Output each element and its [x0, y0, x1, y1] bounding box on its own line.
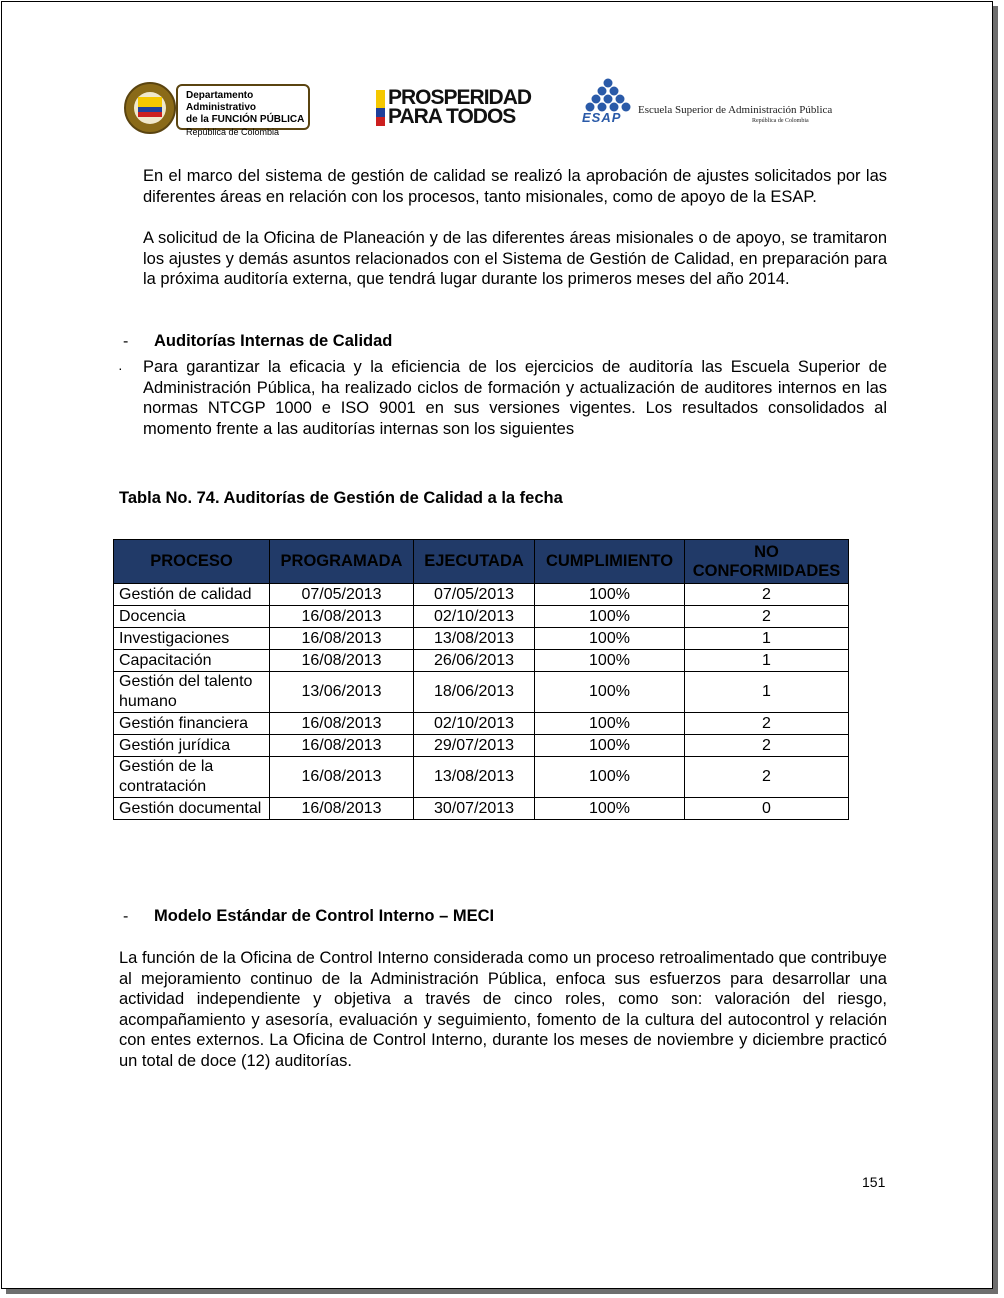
cell-ejecutada: 18/06/2013: [414, 672, 535, 713]
cell-programada: 07/05/2013: [270, 584, 414, 606]
prosperidad-line1: PROSPERIDAD: [388, 86, 532, 109]
cell-no-conformidades: 2: [685, 606, 849, 628]
cell-proceso: Investigaciones: [114, 628, 270, 650]
audit-table: [113, 539, 849, 820]
cell-cumplimiento: 100%: [535, 606, 685, 628]
cell-proceso: Gestión documental: [114, 798, 270, 820]
cell-no-conformidades: 2: [685, 735, 849, 757]
cell-no-conformidades: 0: [685, 798, 849, 820]
heading-1-dash: -: [123, 333, 129, 350]
cell-proceso: Capacitación: [114, 650, 270, 672]
cell-programada: 16/08/2013: [270, 757, 414, 798]
cell-no-conformidades: 1: [685, 628, 849, 650]
cell-no-conformidades: 2: [685, 757, 849, 798]
cell-proceso: Gestión del talento humano: [114, 672, 270, 713]
cell-cumplimiento: 100%: [535, 735, 685, 757]
cell-programada: 16/08/2013: [270, 713, 414, 735]
esap-subtitle: República de Colombia: [752, 118, 809, 124]
cell-proceso: Docencia: [114, 606, 270, 628]
cell-ejecutada: 13/08/2013: [414, 628, 535, 650]
cell-programada: 16/08/2013: [270, 735, 414, 757]
cell-cumplimiento: 100%: [535, 628, 685, 650]
dept-line2: de la FUNCIÓN PÚBLICA: [186, 114, 305, 125]
cell-ejecutada: 30/07/2013: [414, 798, 535, 820]
table-row: [114, 713, 849, 735]
paragraph-3: Para garantizar la eficacia y la eficiencia de los ejercicios de auditoría las Escuela Superior de Administración Pública, ha realizado ciclos de formación y actualización de auditores internos en las normas NTCGP 1000 e ISO 9001 en sus versiones vigentes. Los resultados consolidados al momento frente a las auditorías internas son los siguientes: [143, 358, 887, 438]
esap-acronym: ESAP: [582, 110, 622, 125]
cell-ejecutada: 07/05/2013: [414, 584, 535, 606]
cell-proceso: Gestión financiera: [114, 713, 270, 735]
table-row: [114, 735, 849, 757]
table-caption: Tabla No. 74. Auditorías de Gestión de Calidad a la fecha: [119, 489, 563, 507]
cell-ejecutada: 29/07/2013: [414, 735, 535, 757]
prosperidad-line2: PARA TODOS: [388, 105, 516, 128]
paragraph-4: La función de la Oficina de Control Interno considerada como un proceso retroalimentado que contribuye al mejoramiento continuo de la Administración Pública, enfoca sus esfuerzos para desarrollar una actividad independiente y objetiva a través de cinco roles, como son: valoración del riesgo, acompañamiento y asesoría, evaluación y seguimiento, fomento de la cultura del autocontrol y relación con entes externos. La Oficina de Control Interno, durante los meses de noviembre y diciembre practicó un total de doce (12) auditorías.: [119, 949, 887, 1070]
heading-meci: Modelo Estándar de Control Interno – MECI: [154, 907, 495, 925]
cell-proceso: Gestión de la contratación: [114, 757, 270, 798]
cell-cumplimiento: 100%: [535, 672, 685, 713]
document-page: [1, 1, 993, 1289]
cell-no-conformidades: 2: [685, 584, 849, 606]
table-row: [114, 650, 849, 672]
cell-cumplimiento: 100%: [535, 650, 685, 672]
cell-ejecutada: 26/06/2013: [414, 650, 535, 672]
cell-ejecutada: 13/08/2013: [414, 757, 535, 798]
paragraph-1: En el marco del sistema de gestión de calidad se realizó la aprobación de ajustes solicitados por las diferentes áreas en relación con los procesos, tanto misionales, como de apoyo de la ESAP.: [143, 167, 887, 206]
heading-2-dash: -: [123, 908, 129, 925]
cell-ejecutada: 02/10/2013: [414, 713, 535, 735]
prosperidad-logo: [376, 86, 532, 128]
dept-line1: Departamento Administrativo: [186, 90, 257, 113]
cell-programada: 13/06/2013: [270, 672, 414, 713]
dept-line3: República de Colombia: [186, 127, 280, 137]
cell-programada: 16/08/2013: [270, 798, 414, 820]
table-row: [114, 798, 849, 820]
cell-no-conformidades: 2: [685, 713, 849, 735]
cell-programada: 16/08/2013: [270, 628, 414, 650]
paragraph-2: A solicitud de la Oficina de Planeación y de las diferentes áreas misionales o de apoyo, se tramitaron los ajustes y demás asuntos relacionados con el Sistema de Gestión de Calidad, en preparación para la próxima auditoría externa, que tendrá lugar durante los primeros meses del año 2014.: [143, 229, 887, 289]
table-row: [114, 584, 849, 606]
table-row: [114, 628, 849, 650]
table-header-row: [114, 540, 849, 584]
cell-cumplimiento: 100%: [535, 584, 685, 606]
cell-proceso: Gestión de calidad: [114, 584, 270, 606]
header-programada: PROGRAMADA: [270, 540, 414, 584]
colombia-seal-icon: [124, 82, 176, 134]
table-row: [114, 672, 849, 713]
esap-name: Escuela Superior de Administración Pública: [638, 104, 833, 116]
cell-ejecutada: 02/10/2013: [414, 606, 535, 628]
esap-logo: [580, 78, 833, 128]
table-row: [114, 757, 849, 798]
bullet-mark: ·: [118, 360, 123, 376]
cell-programada: 16/08/2013: [270, 650, 414, 672]
header-cumplimiento: CUMPLIMIENTO: [535, 540, 685, 584]
page-number: 151: [862, 1174, 886, 1190]
esap-dots-icon: [580, 78, 636, 114]
cell-cumplimiento: 100%: [535, 798, 685, 820]
funcion-publica-logo: [124, 82, 314, 137]
cell-no-conformidades: 1: [685, 650, 849, 672]
dept-name-box: [176, 84, 310, 137]
colombia-flag-icon: [376, 90, 385, 126]
header-proceso: PROCESO: [114, 540, 270, 584]
cell-cumplimiento: 100%: [535, 713, 685, 735]
heading-auditorias: Auditorías Internas de Calidad: [154, 332, 393, 350]
cell-no-conformidades: 1: [685, 672, 849, 713]
header-no-conformidades: NO CONFORMIDADES: [685, 540, 849, 584]
cell-programada: 16/08/2013: [270, 606, 414, 628]
header-ejecutada: EJECUTADA: [414, 540, 535, 584]
table-row: [114, 606, 849, 628]
cell-cumplimiento: 100%: [535, 757, 685, 798]
cell-proceso: Gestión jurídica: [114, 735, 270, 757]
